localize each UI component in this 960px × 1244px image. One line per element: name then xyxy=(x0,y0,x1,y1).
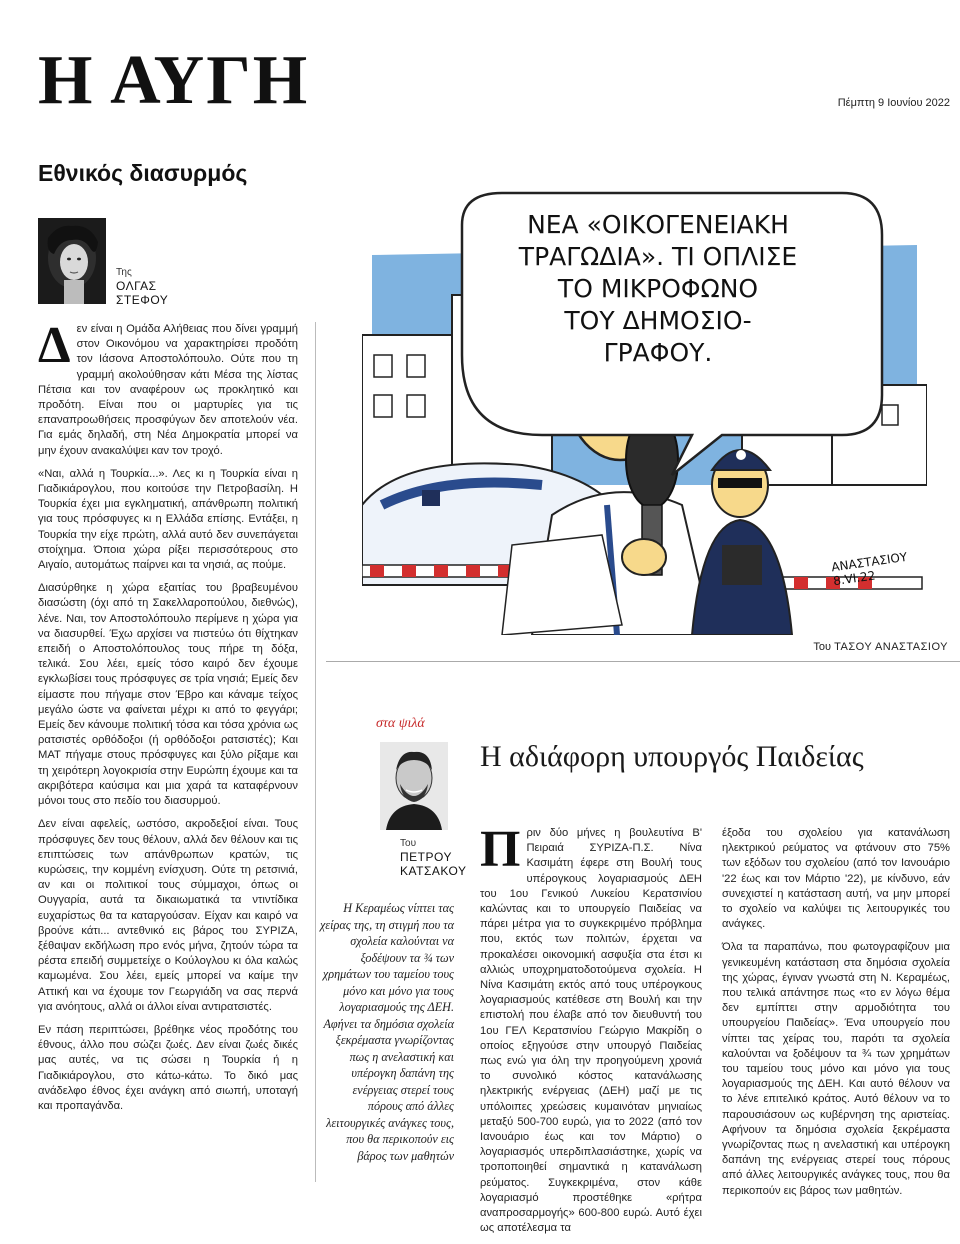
headline: Η αδιάφορη υπουργός Παιδείας xyxy=(480,740,864,773)
speech-line: ΓΡΑΦΟΥ. xyxy=(603,338,713,367)
author-last-name: ΣΤΕΦΟΥ xyxy=(116,293,169,307)
paragraph-4: Δεν είναι αφελείς, ωστόσο, ακροδεξιοί είναι. Τους πρόσφυγες δεν τους θέλουν, αλλά δεν θέλουν και τις επιπτώσεις των απάνθρωπων κρατών, τις κυρώσεις, την κομμένη ενίσχυση. Ούτε τη ρετσινιά, αν και οι πολιτικοί τους σύμμαχοι, όπως οι Ουγγαρία, αυτά τα δικαιωματικά τα ντιντίδικα ευχαρίστως θα τα καταργούσαν. Είχαν και καιρό να βρούνε κάτι... αντεθνικό εις βάρος του ΣΥΡΙΖΑ, ξέθαψαν εκδήλωση προ ενός μήνα, ζητούν τώρα τα ρέστα επειδή συμμετείχε ο Κούλογλου κι όλα καλώς καμωμένα. Σου λέει, εμείς μπορεί να καίμε την Αττική και να έχουμε τον Γεωργιάδη να σας περνά για ανόητους, αλλά οι άλλοι είναι αντιρατσιστές. xyxy=(38,818,298,1013)
masthead: Η ΑΥΓΗ xyxy=(38,42,310,119)
author-first-name: ΠΕΤΡΟΥ xyxy=(400,850,452,864)
article-paragraph: έξοδα του σχολείου για κατανάλωση ηλεκτρικού ρεύματος να φτάνουν στο 75% των εξόδων του σχολείου (από τον Ιανουάριο '22 έως και τον Μάρτιο '22), με κίνδυνο, εάν συνεχιστεί η κατάσταση αυτή, να μην μπορεί το σχολείο να καλύψει τις λειτουργικές του ανάγκες. xyxy=(722,827,950,931)
dropcap: Π xyxy=(480,821,521,878)
credit-prefix: Του xyxy=(813,641,832,653)
editorial-cartoon xyxy=(362,185,927,635)
author-prefix: Της xyxy=(116,267,132,278)
issue-date: Πέμπτη 9 Ιουνίου 2022 xyxy=(837,97,950,109)
article-column-2 xyxy=(722,826,950,1207)
portrait-icon xyxy=(380,742,448,830)
speech-line: ΤΡΑΓΩΔΙΑ». ΤΙ ΟΠΛΙΣΕ xyxy=(518,242,798,271)
author-photo-olga xyxy=(38,218,106,304)
speech-bubble-text xyxy=(458,209,858,369)
article-paragraph: Όλα τα παραπάνω, που φωτογραφίζουν μια γενικευμένη κατάσταση στα δημόσια σχολεία της χώρας, έγιναν γνωστά στη Ν. Κεραμέως, που τελικά απάντησε πως «το εν λόγω θέμα δεν εμπίπτει στην αρμοδιότητα του υπουργείου Παιδείας». Ένα υπουργείο που νίπτει τας χείρας του, παρότι τα σχολεία καλούνται να ξοδέψουν τα ¾ των χρημάτων του ταμείου τους μόνο και μόνο για τους λογαριασμούς της ΔΕΗ. Και αυτό θέλουν να το λένε επιτελικό κράτος. Αυτό θέλουν να το παρουσιάσουν ως κυβέρνηση της αριστείας. Αφήνουν τα δημόσια σχολεία ξεκρέμαστα γνωρίζοντας πως η ανελαστική και υπέρογκη δαπάνη της ενέργειας στερεί τους πόρους από άλλες λειτουργικές ανάγκες τους, που θα περικοπούν εις βάρος των μαθητών. xyxy=(722,941,950,1197)
section-title: Εθνικός διασυρμός xyxy=(38,160,248,186)
speech-line: ΤΟΥ ΔΗΜΟΣΙΟ- xyxy=(564,306,752,335)
column-body xyxy=(38,317,298,1122)
pull-quote: Η Κεραμέως νίπτει τας χείρας της, τη στιγμή που τα σχολεία καλούνται να ξοδέψουν τα ¾ των χρημάτων του ταμείου τους μόνο και μόνο για τους λογαριασμούς της ΔΕΗ. Αφήνει τα δημόσια σχολεία ξεκρέμαστα γνωρίζοντας πως η ανελαστική και υπέρογκη δαπάνη της ενέργειας στερεί τους πόρους από άλλες λειτουργικές ανάγκες τους, που θα περικοπούν εις βάρος των μαθητών xyxy=(319,901,454,1163)
cartoon-credit xyxy=(813,641,948,653)
column-divider xyxy=(315,322,316,1182)
article-column-1 xyxy=(480,821,702,1244)
horizontal-rule xyxy=(326,661,960,662)
article-paragraph: Πριν δύο μήνες η βουλευτίνα Β' Πειραιά ΣΥΡΙΖΑ-Π.Σ. Νίνα Κασιμάτη έφερε στη Βουλή τους υπέρογκους λογαριασμούς ΔΕΗ του 1ου Γενικού Λυκείου Κερατσινίου καλώντας και το υπουργείο Παιδείας να πάρει μέτρα για το συγκεκριμένο πρόβλημα που, εκτός των πολιτών, έρχεται να προκαλέσει οικονομική ασφυξία στα έτσι κι αλλιώς υποχρηματοδοτούμενα σχολεία. Η Νίνα Κασιμάτη εκτός από τους υπέρογκους λογαριασμούς κατέθεσε στη Βουλή και την επιστολή που έλαβε από τον διευθυντή του 1ου ΓΕΛ Κερατσινίου Γεώργιο Μακρίδη ο οποίος εξηγούσε στην υπουργό Παιδείας πως ενώ για όλη την προηγούμενη χρονιά το συνολικό κόστος κατανάλωσης ηλεκτρικής ενέργειας (ΔΕΗ) μαζί με τις υπόλοιπες χρεώσεις κυμαινόταν μηνιαίως μεταξύ 500-700 ευρώ, για το 2022 (από τον Ιανουάριο έως και τον Μάρτιο) ο λογαριασμός υπερδιπλασιάστηκε, χωρίς να τροποποιηθεί σημαντικά η κατανάλωση ρεύματος. Συγκεκριμένα, στον κάθε λογαριασμό προστέθηκε «ρήτρα αναπροσαρμογής» 600-800 ευρώ. Αυτό έχει ως αποτέλεσμα τα xyxy=(480,821,702,1235)
signature-date: 8.VI.22 xyxy=(832,568,877,589)
speech-line: ΝΕΑ «ΟΙΚΟΓΕΝΕΙΑΚΗ xyxy=(527,210,789,239)
rubric: στα ψιλά xyxy=(376,716,425,731)
portrait-icon xyxy=(38,218,106,304)
paragraph-2: «Ναι, αλλά η Τουρκία...». Λες κι η Τουρκία είναι η Γιαδικιάρογλου, που κοιτούσε την Πετροβασίλη. Η Τουρκία έχει μια εγκληματική, απάνθρωπη πολιτική για τους πρόσφυγες κι η Ελλάδα επίσης. Εντάξει, η Τουρκία την είχε πρώτη, αλλά αυτό δεν συνεπάγεται στοίχημα. Όποια χώρα ρίξει περισσότερους στο Αιγαίο, αυτομάτως παίρνει και τα νησιά, ας πούμε. xyxy=(38,467,298,572)
author-photo-petros xyxy=(380,742,448,830)
author-last-name: ΚΑΤΣΑΚΟΥ xyxy=(400,864,467,878)
credit-name: ΤΑΣΟΥ ΑΝΑΣΤΑΣΙΟΥ xyxy=(834,641,948,653)
paragraph-3: Διασύρθηκε η χώρα εξαιτίας του βραβευμένου διασώστη (όχι από τη Σακελλαροπούλου, διεθνώς), λένε. Ναι, τον Αποστολόπουλο περίμενε η χώρα για να διασυρθεί. Έχω αρχίσει να πιστεύω ότι θίχτηκαν επειδή ο Αποστολόπουλος τους πήρε τη δόξα, τελικά. Σου λέει, εμείς τόσο καιρό δεν έχουμε εγκλωβίσει τους πρόσφυγες σε τρία νησιά; Εμείς δεν είμαστε που πήγαμε στον Έβρο και κάναμε τείχος μεγάλο ώστε να φαίνεται μέχρι κι από το φεγγάρι; Εμείς δεν κάνουμε πολιτική τόσα και τόσα χρόνια ως ρατσιστές ορθόδοξοι (ή ορθόδοξοι ρατσιστές); Και ΜΑΤ πήγαμε στους πρόσφυγες και ξύλο ρίξαμε και τη χειρότερη λογοκρισία στην Ευρώπη έχουμε και τα ακριβότερα καύσιμα και μια χαρά τα καταφέρνουν μόνοι τους στο πεδίο του διασυρμού. xyxy=(38,582,298,808)
speech-line: ΤΟ ΜΙΚΡΟΦΩΝΟ xyxy=(557,274,759,303)
signature-name: ΑΝΑΣΤΑΣΙΟΥ xyxy=(830,549,909,575)
paragraph-1: Δεν είναι η Ομάδα Αλήθειας που δίνει γραμμή στον Οικονόμου να χαρακτηρίσει προδότη τον Ιάσονα Αποστολόπουλο. Ούτε που τη γραμμή ακολούθησαν κάτι Μέσα της λίστας Πέτσια και τον αναφέρουν ως προκλητικό και προδότη. Είναι που οι μαρτυρίες για τις επαναπροωθήσεις προσφύγων δεν αποτελούν νέα. Για εμάς δηλαδή, στη Νέα Δημοκρατία μπορεί να μην έχουν ανακαλύψει καν τον τροχό. xyxy=(38,317,298,457)
dropcap: Δ xyxy=(38,317,71,374)
paragraph-5: Εν πάση περιπτώσει, βρέθηκε νέος προδότης του έθνους, άλλο που σώζει ζωές. Δεν είναι ζωές δικές μας αυτές, να τις σώσει η Τουρκία ή η Γιαδικιάρογλου, στο κάτω-κάτω. Το δικό μας ανάδελφο έθνος έχει ανάγκη από σιωπή, υποταγή και προπαγάνδα. xyxy=(38,1023,298,1112)
author-first-name: ΟΛΓΑΣ xyxy=(116,279,157,293)
author-prefix: Του xyxy=(400,838,417,849)
